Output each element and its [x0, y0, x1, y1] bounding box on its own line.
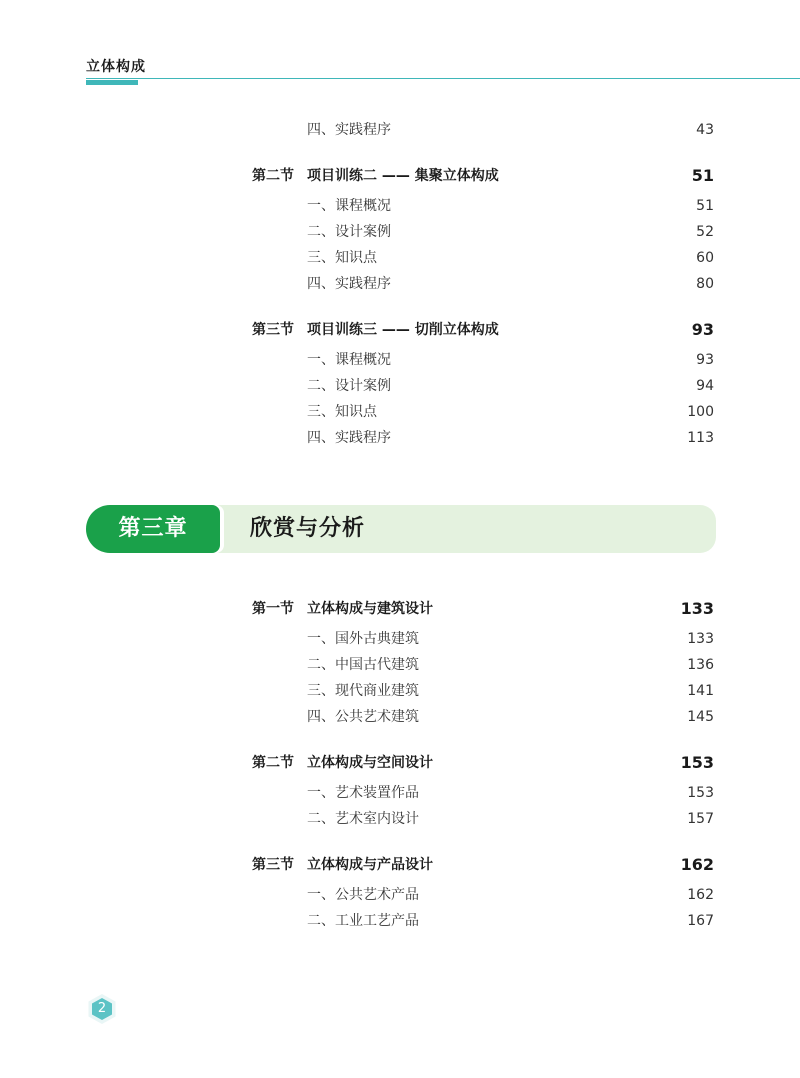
toc-item[interactable] [0, 245, 800, 271]
toc-section-page: 133 [680, 599, 714, 618]
toc-item-page: 113 [687, 430, 714, 446]
toc-item-page: 136 [687, 657, 714, 673]
toc-item-page: 133 [687, 631, 714, 647]
toc-item-label: 四、实践程序 [307, 430, 391, 446]
toc-item-page: 43 [696, 122, 714, 138]
toc-item-page: 60 [696, 250, 714, 266]
toc-item[interactable] [0, 271, 800, 297]
toc-block-previous-chapter [0, 117, 800, 451]
header-rule [86, 78, 800, 79]
toc-item[interactable] [0, 347, 800, 373]
chapter-number-label: 第三章 [118, 516, 188, 541]
toc-item-page: 157 [687, 811, 714, 827]
toc-section-number: 第二节 [252, 755, 294, 771]
toc-item-label: 二、工业工艺产品 [307, 913, 419, 929]
toc-item-label: 一、课程概况 [307, 352, 391, 368]
toc-item-label: 二、设计案例 [307, 224, 391, 240]
toc-section-title: 立体构成与建筑设计 [307, 601, 433, 617]
running-header-title: 立体构成 [86, 59, 146, 75]
toc-item[interactable] [0, 425, 800, 451]
toc-item[interactable] [0, 117, 800, 143]
toc-section-page: 93 [691, 320, 714, 339]
toc-section-number: 第三节 [252, 322, 294, 338]
chapter-title: 欣赏与分析 [250, 516, 366, 541]
toc-section[interactable] [0, 313, 800, 347]
page-number-badge [86, 993, 118, 1025]
toc-item-label: 三、知识点 [307, 250, 377, 266]
toc-section-number: 第三节 [252, 857, 294, 873]
toc-item-page: 167 [687, 913, 714, 929]
toc-item-page: 100 [687, 404, 714, 420]
toc-item-page: 141 [687, 683, 714, 699]
toc-section-page: 51 [691, 166, 714, 185]
toc-item[interactable] [0, 806, 800, 832]
toc-item-label: 四、公共艺术建筑 [307, 709, 419, 725]
toc-item-label: 四、实践程序 [307, 276, 391, 292]
toc-section[interactable] [0, 159, 800, 193]
toc-item-page: 93 [696, 352, 714, 368]
toc-item-page: 80 [696, 276, 714, 292]
toc-item-label: 四、实践程序 [307, 122, 391, 138]
toc-section-title: 立体构成与空间设计 [307, 755, 433, 771]
toc-item-label: 一、国外古典建筑 [307, 631, 419, 647]
toc-item[interactable] [0, 652, 800, 678]
toc-section-page: 162 [680, 855, 714, 874]
chapter-number-badge [86, 505, 220, 553]
toc-item[interactable] [0, 193, 800, 219]
toc-item-label: 二、中国古代建筑 [307, 657, 419, 673]
toc-block-chapter-three [0, 592, 800, 934]
toc-section-page: 153 [680, 753, 714, 772]
toc-section[interactable] [0, 746, 800, 780]
toc-item[interactable] [0, 908, 800, 934]
toc-item-page: 52 [696, 224, 714, 240]
toc-item[interactable] [0, 780, 800, 806]
toc-item[interactable] [0, 704, 800, 730]
toc-item-label: 一、课程概况 [307, 198, 391, 214]
toc-item-label: 三、知识点 [307, 404, 377, 420]
toc-section[interactable] [0, 848, 800, 882]
toc-item-label: 二、艺术室内设计 [307, 811, 419, 827]
toc-section-title: 立体构成与产品设计 [307, 857, 433, 873]
toc-section-number: 第一节 [252, 601, 294, 617]
toc-section-title: 项目训练三 —— 切削立体构成 [307, 322, 499, 338]
toc-item-page: 94 [696, 378, 714, 394]
toc-item[interactable] [0, 219, 800, 245]
toc-item-label: 二、设计案例 [307, 378, 391, 394]
toc-item-page: 153 [687, 785, 714, 801]
toc-item[interactable] [0, 399, 800, 425]
toc-section-title: 项目训练二 —— 集聚立体构成 [307, 168, 499, 184]
toc-item[interactable] [0, 882, 800, 908]
toc-item[interactable] [0, 678, 800, 704]
toc-section-number: 第二节 [252, 168, 294, 184]
toc-item[interactable] [0, 626, 800, 652]
toc-item-label: 一、艺术装置作品 [307, 785, 419, 801]
toc-item-label: 一、公共艺术产品 [307, 887, 419, 903]
page-number: 2 [97, 1001, 107, 1016]
toc-item-label: 三、现代商业建筑 [307, 683, 419, 699]
chapter-banner[interactable] [86, 505, 716, 553]
header-accent-bar [86, 80, 138, 85]
toc-section[interactable] [0, 592, 800, 626]
toc-item-page: 162 [687, 887, 714, 903]
toc-item-page: 51 [696, 198, 714, 214]
toc-item-page: 145 [687, 709, 714, 725]
toc-item[interactable] [0, 373, 800, 399]
